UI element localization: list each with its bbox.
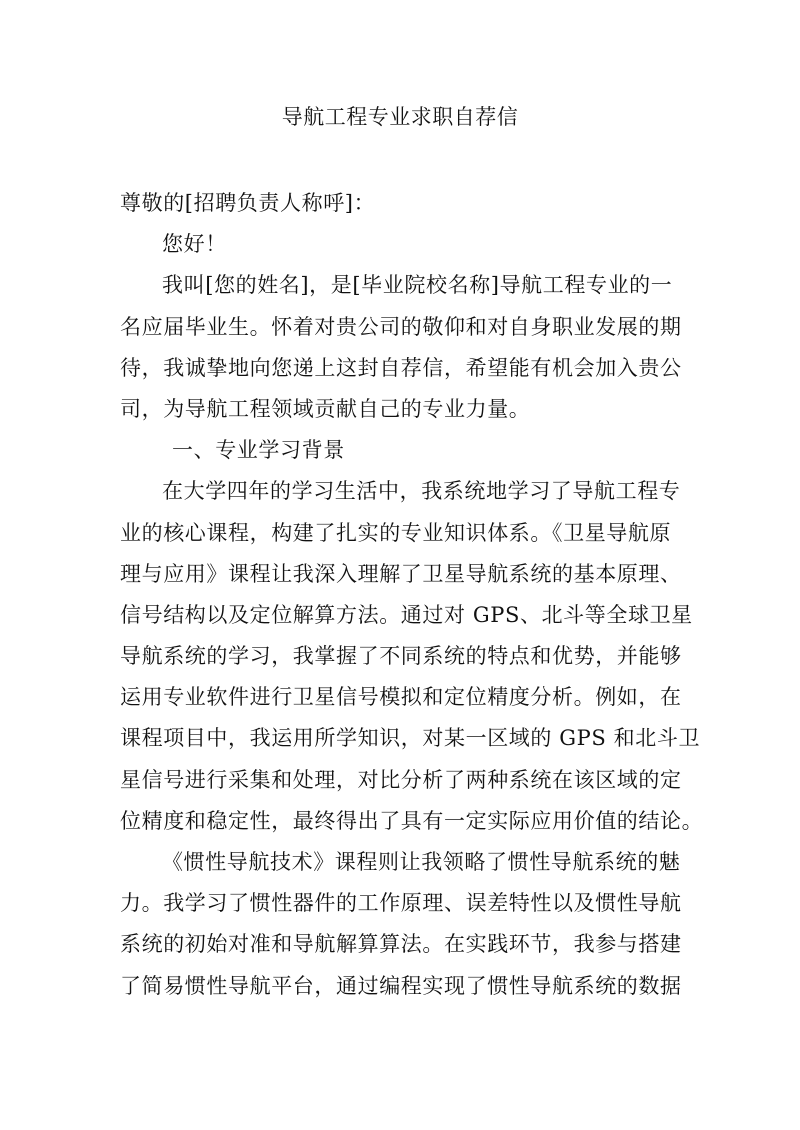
paragraph-line: 名应届毕业生。怀着对贵公司的敬仰和对自身职业发展的期	[120, 314, 682, 339]
paragraph-line: 课程项目中，我运用所学知识，对某一区域的 GPS 和北斗卫	[120, 726, 701, 751]
paragraph-line: 力。我学习了惯性器件的工作原理、误差特性以及惯性导航	[120, 891, 682, 916]
paragraph-line: 星信号进行采集和处理，对比分析了两种系统在该区域的定	[120, 767, 682, 792]
salutation: 尊敬的[招聘负责人称呼]：	[120, 191, 376, 215]
letter-body	[120, 183, 704, 1007]
paragraph-line: 运用专业软件进行卫星信号模拟和定位精度分析。例如，在	[120, 685, 682, 710]
section-heading: 一、专业学习背景	[172, 438, 345, 463]
paragraph-line: 在大学四年的学习生活中，我系统地学习了导航工程专	[162, 479, 681, 504]
paragraph-line: 司，为导航工程领域贡献自己的专业力量。	[120, 396, 531, 421]
greeting: 您好！	[162, 232, 227, 257]
paragraph-line: 理与应用》课程让我深入理解了卫星导航系统的基本原理、	[120, 561, 682, 586]
document-title: 导航工程专业求职自荐信	[281, 105, 519, 129]
paragraph-line: 位精度和稳定性，最终得出了具有一定实际应用价值的结论。	[120, 808, 704, 833]
paragraph-line: 了简易惯性导航平台，通过编程实现了惯性导航系统的数据	[120, 973, 682, 998]
paragraph-line: 系统的初始对准和导航解算算法。在实践环节，我参与搭建	[120, 932, 682, 957]
paragraph-line: 待，我诚挚地向您递上这封自荐信，希望能有机会加入贵公	[120, 355, 682, 380]
paragraph-line: 我叫[您的姓名]，是[毕业院校名称]导航工程专业的一	[162, 273, 673, 298]
paragraph-line: 业的核心课程，构建了扎实的专业知识体系。《卫星导航原	[120, 520, 672, 545]
paragraph-line: 导航系统的学习，我掌握了不同系统的特点和优势，并能够	[120, 644, 682, 669]
paragraph-line: 《惯性导航技术》课程则让我领略了惯性导航系统的魅	[162, 850, 681, 874]
paragraph-line: 信号结构以及定位解算方法。通过对 GPS、北斗等全球卫星	[120, 602, 693, 627]
